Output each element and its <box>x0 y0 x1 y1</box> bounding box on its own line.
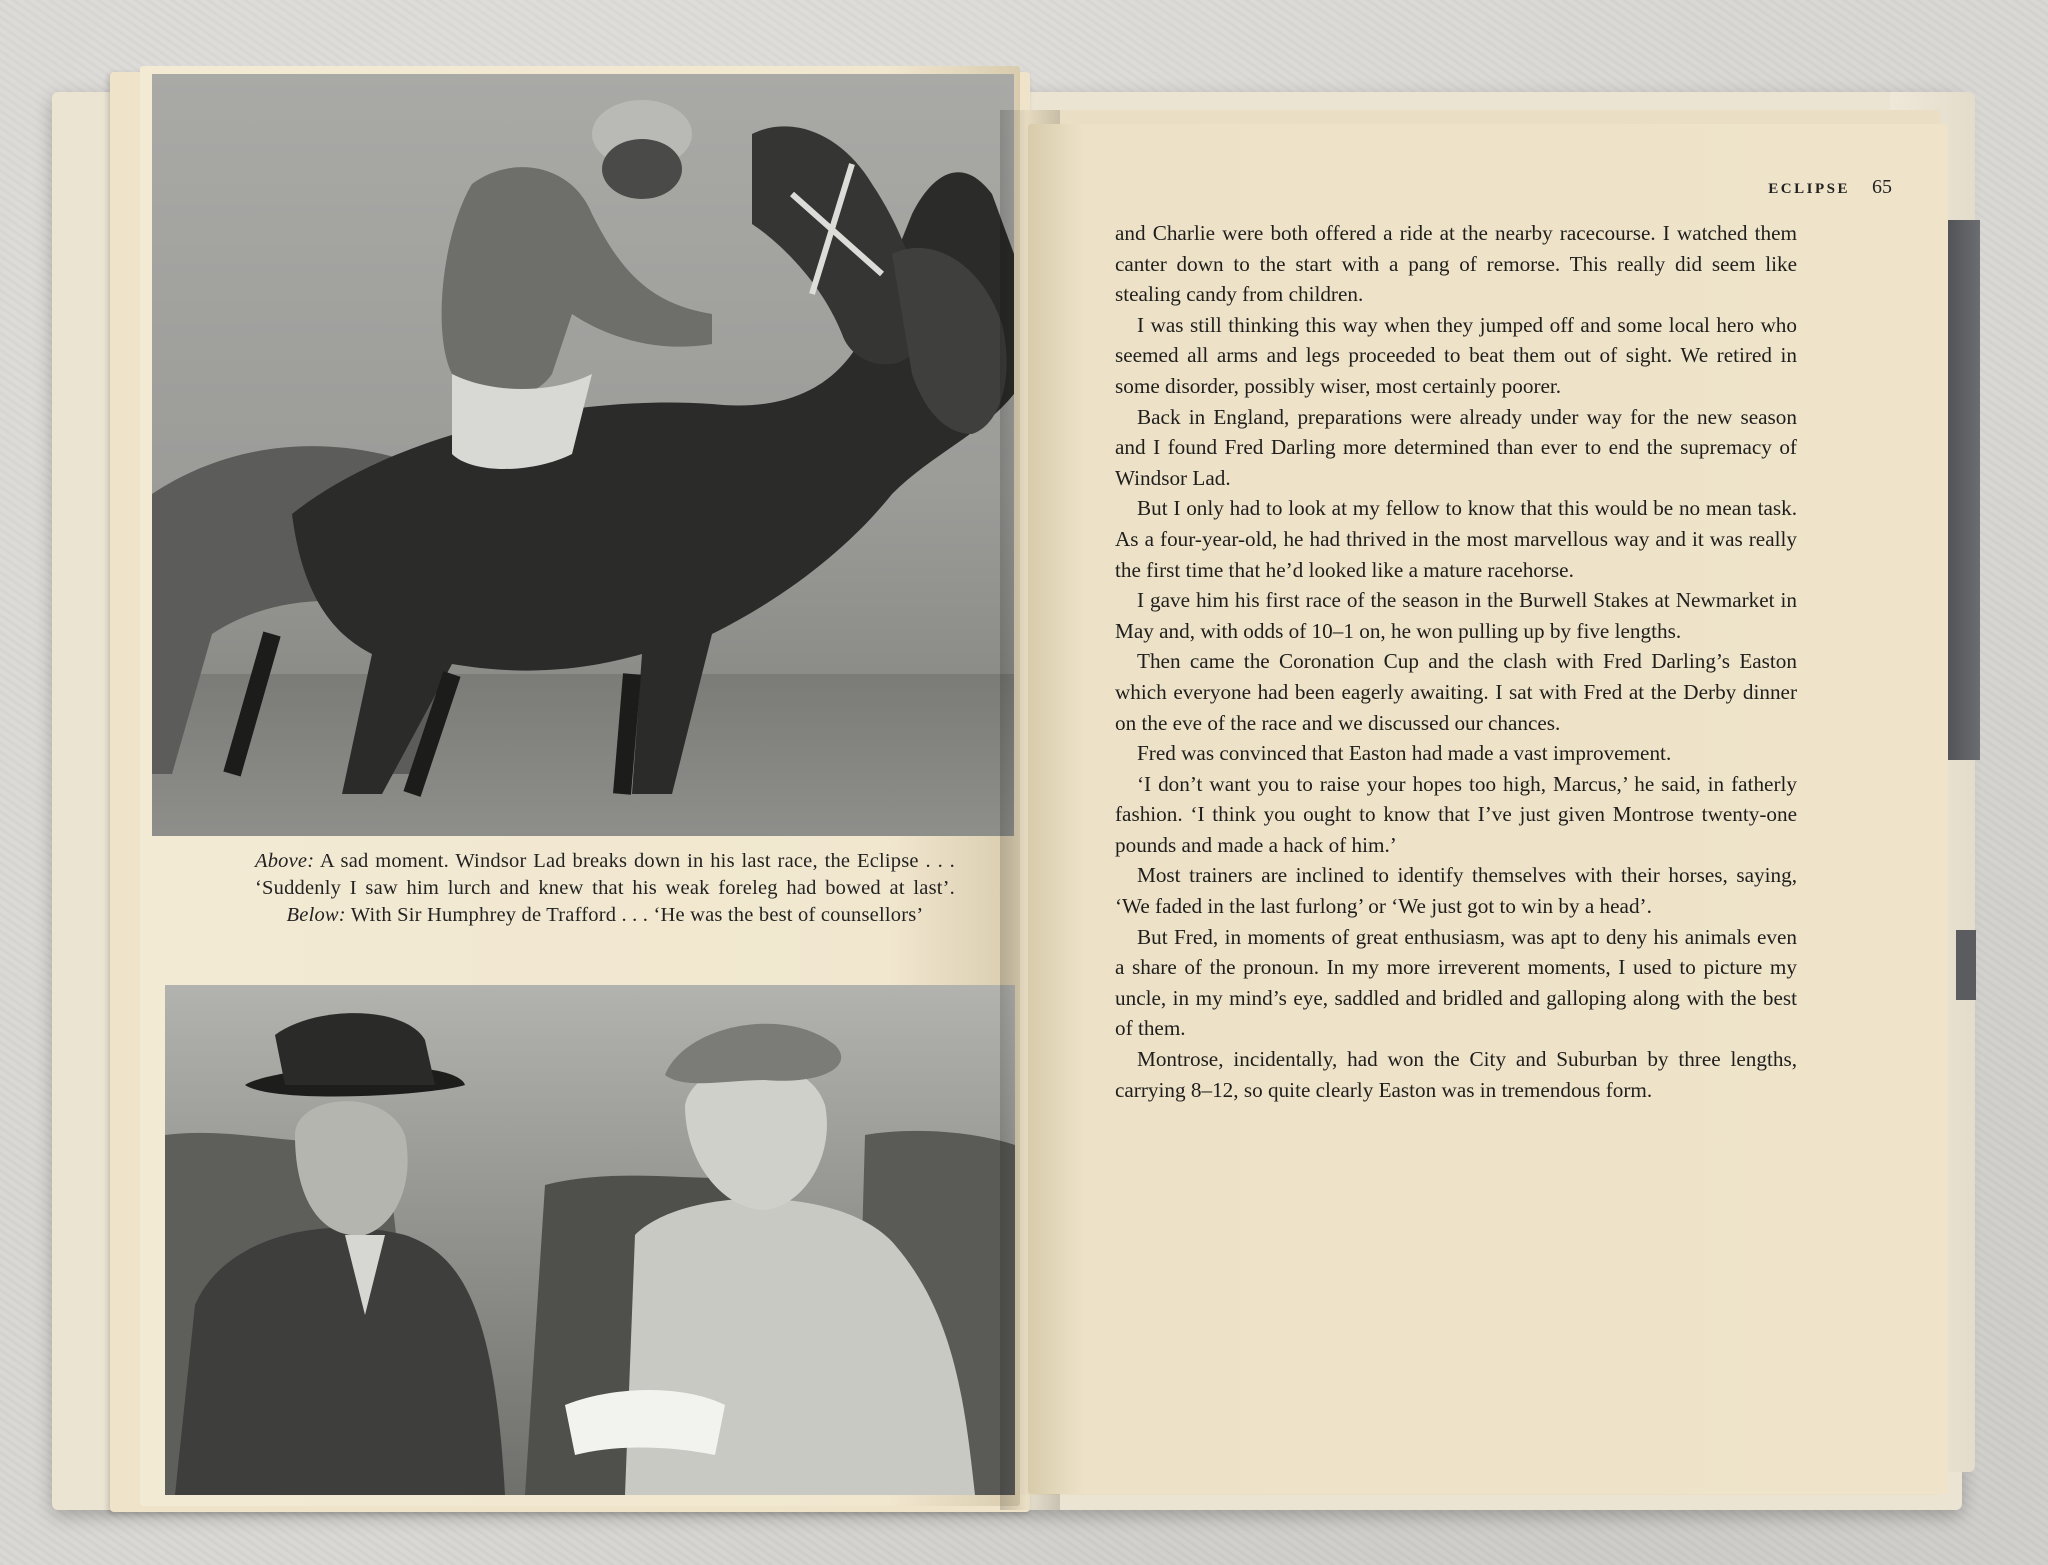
paragraph: I was still thinking this way when they jumped off and some local hero who seemed all arms and legs proceeded to beat them out of sight. We retired in some disorder, possibly wiser, most certainly poorer. <box>1115 312 1797 398</box>
page-number: 65 <box>1872 176 1892 198</box>
page-text <box>1115 218 1797 1105</box>
running-head <box>1600 176 1892 199</box>
caption-above-label: Above: <box>255 850 315 872</box>
paragraph: Then came the Coronation Cup and the clash with Fred Darling’s Easton which everyone had been eagerly awaiting. I sat with Fred at the Derby dinner on the eve of the race and we discussed our chances. <box>1115 649 1797 735</box>
paragraph: I gave him his first race of the season in the Burwell Stakes at Newmarket in May and, with odds of 10–1 on, he won pulling up by five lengths. <box>1115 588 1797 643</box>
paragraph: Most trainers are inclined to identify themselves with their horses, saying, ‘We faded in the last furlong’ or ‘We just got to win by a head’. <box>1115 863 1797 919</box>
paragraph: But I only had to look at my fellow to know that this would be no mean task. As a four-year-old, he had thrived in the most marvellous way and it was really the first time that he’d looked like a mature racehorse. <box>1115 496 1797 582</box>
paragraph: Back in England, preparations were already under way for the new season and I found Fred Darling more determined than ever to end the supremacy of Windsor Lad. <box>1115 404 1797 490</box>
photo-caption <box>255 848 955 929</box>
paragraph: Montrose, incidentally, had won the City and Suburban by three lengths, carrying 8–12, so quite clearly Easton was in tremendous form. <box>1115 1047 1797 1102</box>
running-head-title: ECLIPSE <box>1768 181 1850 197</box>
portrait-photo <box>165 985 1015 1495</box>
paragraph: and Charlie were both offered a ride at the nearby racecourse. I watched them canter down to the start with a pang of remorse. This really did seem like stealing candy from children. <box>1115 221 1797 307</box>
caption-above-text: A sad moment. Windsor Lad breaks down in his last race, the Eclipse . . . ‘Suddenly I saw him lurch and knew that his weak foreleg had bowed at last’. <box>255 850 955 899</box>
caption-below-label: Below: <box>286 904 346 926</box>
racing-photo <box>152 74 1014 836</box>
paragraph: ‘I don’t want you to raise your hopes too high, Marcus,’ he said, in fatherly fashion. ‘I think you ought to know that I’ve just given Montrose twenty-one pounds and made a hack of him.’ <box>1115 771 1797 857</box>
paragraph: Fred was convinced that Easton had made a vast improvement. <box>1137 741 1672 766</box>
caption-below-text: With Sir Humphrey de Trafford . . . ‘He was the best of counsellors’ <box>350 904 924 926</box>
cover-edge-mark <box>1956 930 1976 1000</box>
paragraph: But Fred, in moments of great enthusiasm, was apt to deny his animals even a share of the pronoun. In my more irreverent moments, I used to picture my uncle, in my mind’s eye, saddled and bridled and galloping along with the best of them. <box>1115 924 1797 1041</box>
